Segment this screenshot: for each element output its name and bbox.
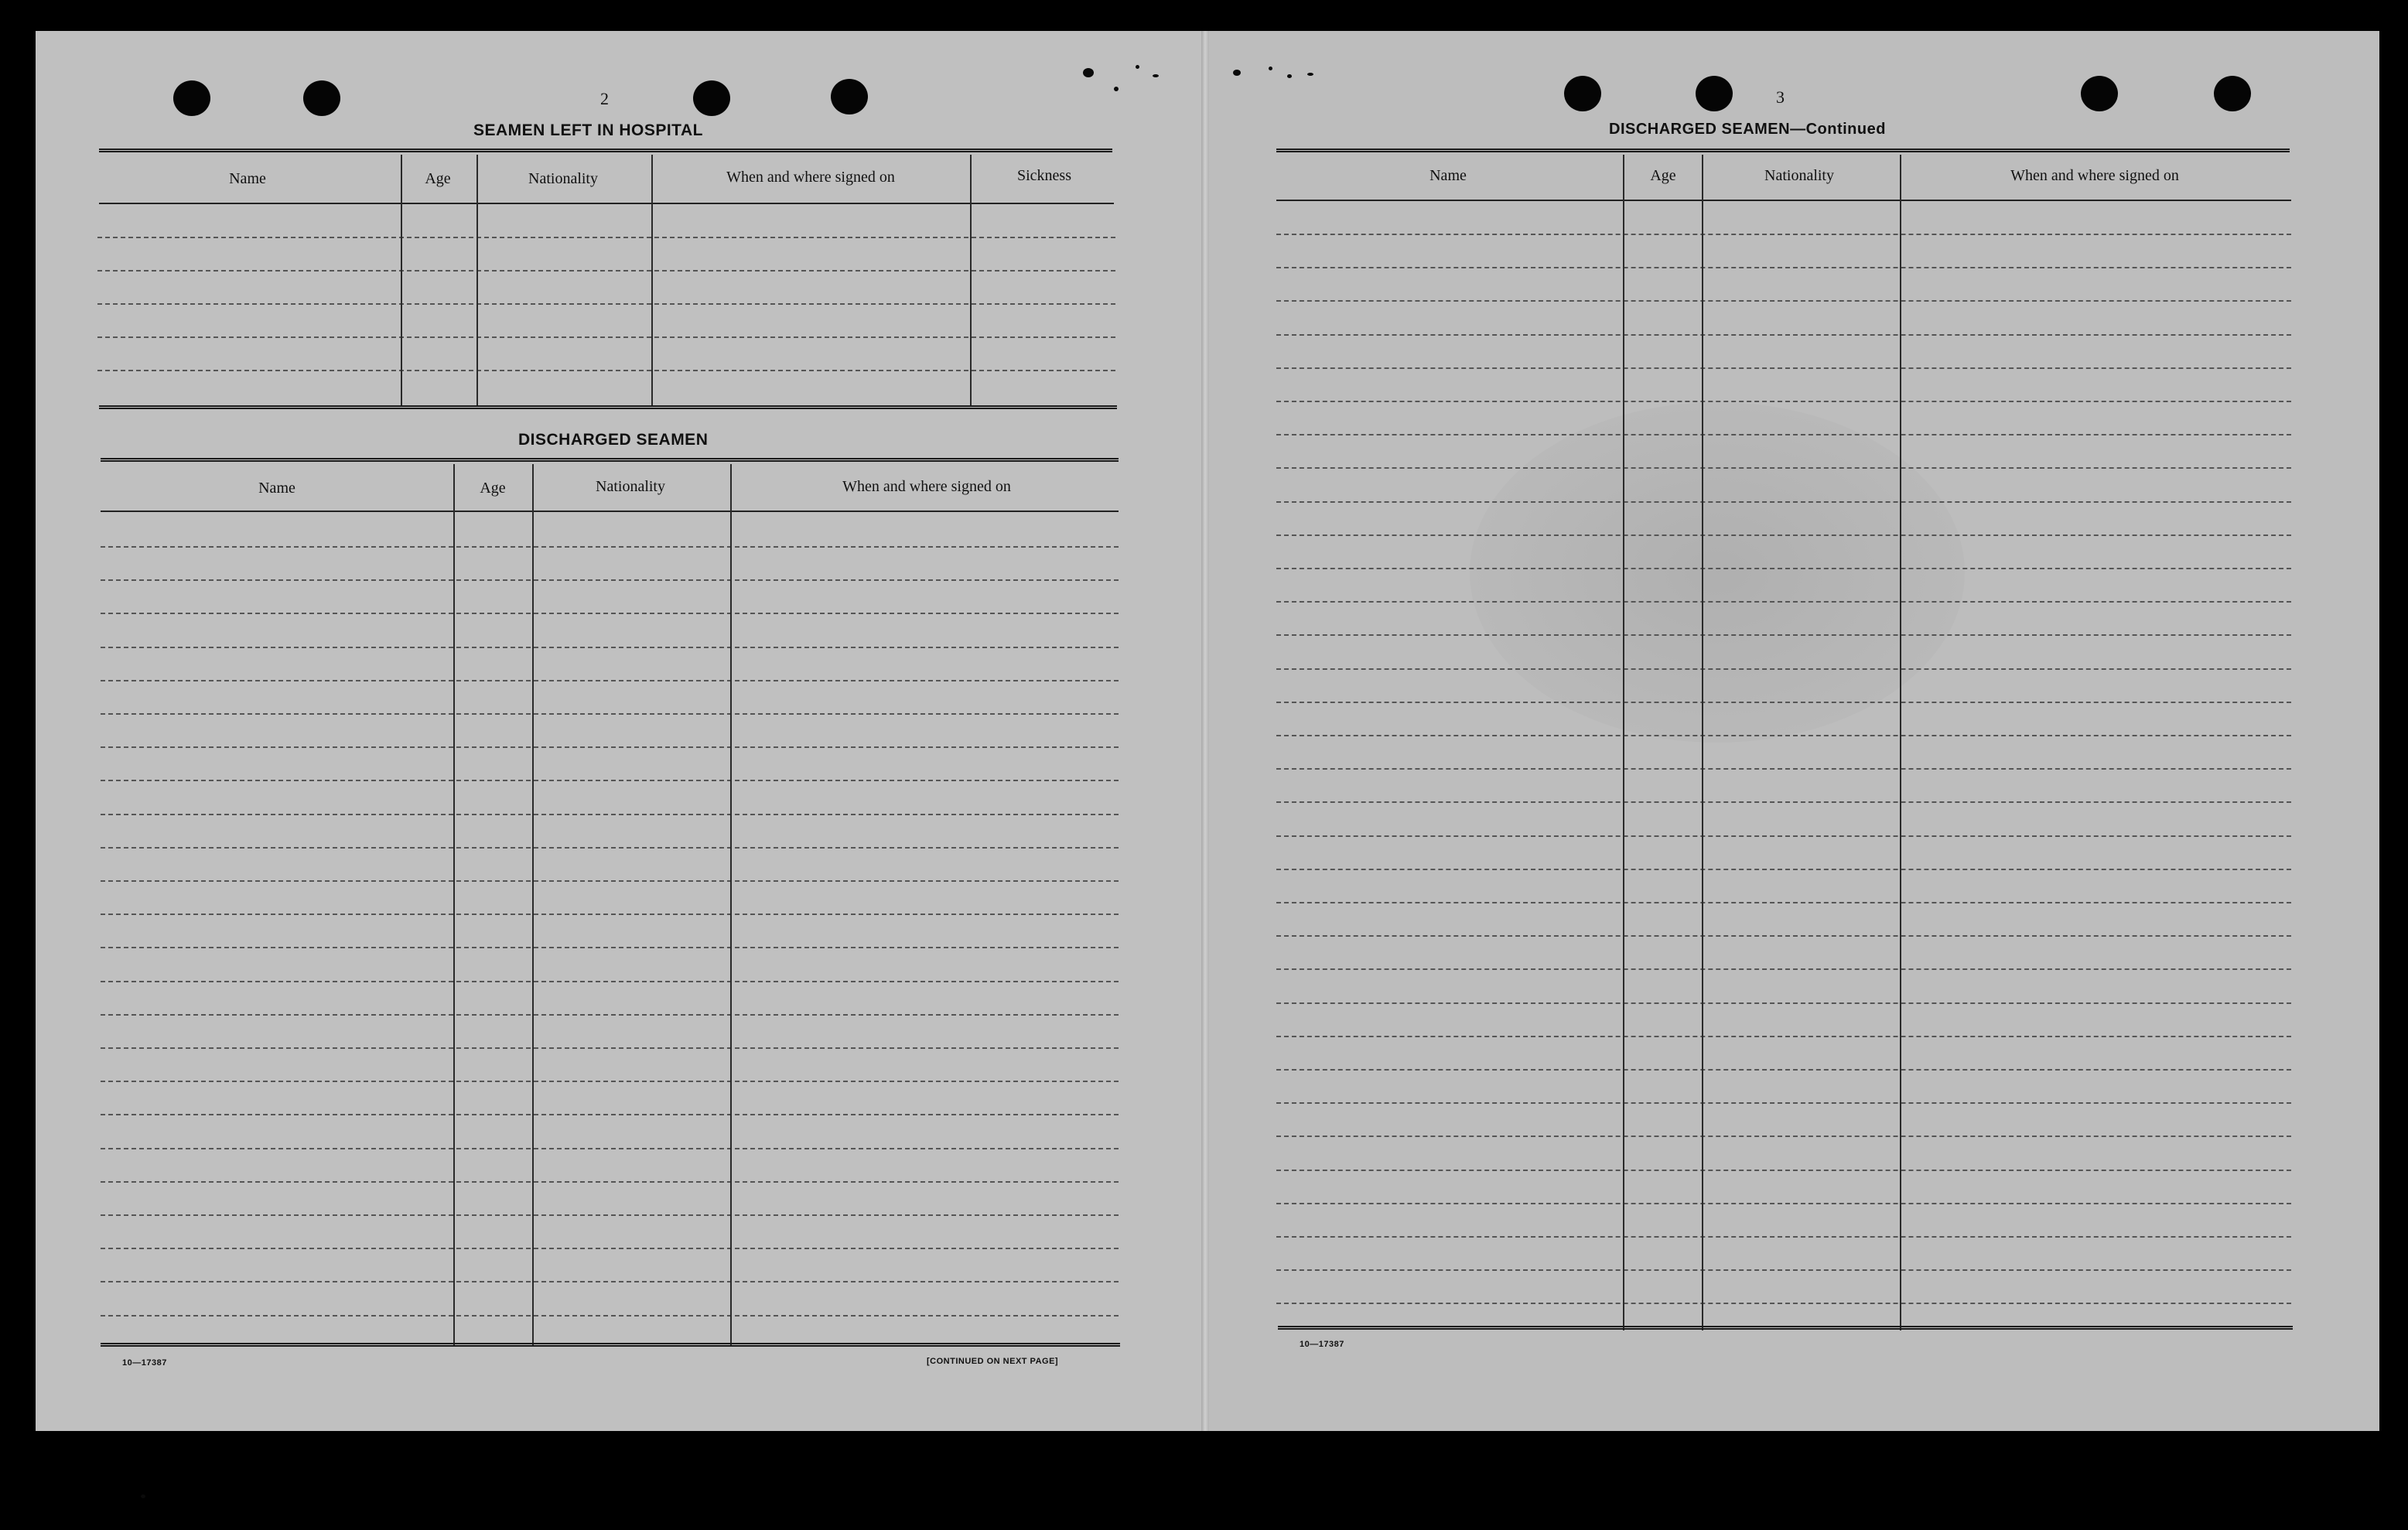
page-fold [1201,31,1209,1431]
col-head-age: Age [480,480,506,497]
table-row-line [1276,1170,2291,1171]
table-row-line [101,1047,1119,1049]
rule [1278,1326,2293,1330]
table-row-line [97,303,1115,305]
table-row-line [1276,968,2291,970]
table-row-line [1276,902,2291,903]
punch-hole [2214,76,2251,111]
left-page [36,31,1205,1431]
rule [101,458,1119,462]
punch-hole [173,80,210,116]
table-row-line [101,1315,1119,1317]
col-head-sickness: Sickness [1017,167,1071,184]
column-divider [453,464,455,1346]
table-row-line [101,1114,1119,1115]
table-row-line [1276,735,2291,736]
table-row-line [101,1081,1119,1082]
table-row-line [97,237,1115,238]
ink-speck [141,1494,145,1498]
table-row-line [101,780,1119,781]
table-row-line [1276,1269,2291,1271]
table-row-line [101,1281,1119,1282]
rule [1276,149,2290,152]
table-row-line [101,1148,1119,1149]
table-row-line [1276,668,2291,670]
table-row-line [101,981,1119,982]
table-row-line [1276,434,2291,435]
form-number: 10—17387 [1300,1340,1344,1349]
table-row-line [101,1248,1119,1249]
rule [1276,200,2291,201]
table-row-line [101,914,1119,915]
table-row-line [1276,935,2291,937]
column-divider [1702,155,1703,1330]
col-head-name: Name [1429,167,1467,184]
table-row-line [1276,234,2291,235]
table-row-line [101,947,1119,948]
continued-note: [CONTINUED ON NEXT PAGE] [927,1357,1059,1366]
table-row-line [1276,601,2291,603]
table-row-line [1276,702,2291,703]
col-head-nationality: Nationality [596,478,665,495]
table-row-line [101,579,1119,581]
ink-speck [1114,87,1119,91]
discharged-section-title: DISCHARGED SEAMEN [518,431,709,449]
col-head-age: Age [1650,167,1676,184]
punch-hole [693,80,730,116]
table-row-line [1276,1203,2291,1204]
table-row-line [1276,1002,2291,1004]
table-row-line [1276,1236,2291,1238]
table-row-line [101,647,1119,648]
page-number: 2 [600,89,609,108]
column-divider [651,155,653,407]
table-row-line [101,746,1119,748]
table-row-line [101,613,1119,614]
table-row-line [101,880,1119,882]
table-row-line [101,1214,1119,1216]
table-row-line [101,814,1119,815]
rule [99,203,1114,204]
column-divider [476,155,478,407]
bleed-through-stamp [1470,402,1965,743]
table-row-line [1276,334,2291,336]
punch-hole [2081,76,2118,111]
ink-speck [1083,68,1094,77]
ink-speck [1233,70,1241,76]
ink-speck [1269,67,1272,70]
table-row-line [97,336,1115,338]
table-row-line [1276,501,2291,503]
table-row-line [1276,367,2291,369]
table-row-line [1276,801,2291,803]
table-row-line [101,1181,1119,1183]
table-row-line [1276,568,2291,569]
hospital-section-title: SEAMEN LEFT IN HOSPITAL [473,121,703,139]
column-divider [532,464,534,1346]
column-divider [1623,155,1624,1330]
col-head-name: Name [229,170,266,187]
table-row-line [1276,1136,2291,1137]
column-divider [970,155,972,407]
column-divider [1900,155,1901,1330]
table-row-line [1276,534,2291,536]
ink-speck [1307,73,1313,76]
column-divider [401,155,402,407]
table-row-line [101,680,1119,681]
table-row-line [97,270,1115,272]
punch-hole [303,80,340,116]
table-row-line [1276,467,2291,469]
table-row-line [1276,1069,2291,1071]
punch-hole [1564,76,1601,111]
table-row-line [101,847,1119,849]
table-row-line [1276,869,2291,870]
table-row-line [1276,401,2291,402]
table-row-line [1276,1303,2291,1304]
discharged-continued-title: DISCHARGED SEAMEN—Continued [1609,121,1886,138]
table-row-line [1276,267,2291,268]
rule [99,149,1112,152]
form-number: 10—17387 [122,1358,167,1368]
ink-speck [1136,65,1139,69]
col-head-nationality: Nationality [528,170,598,187]
punch-hole [831,79,868,114]
column-divider [730,464,732,1346]
rule [101,511,1119,512]
table-row-line [97,370,1115,371]
table-row-line [1276,1036,2291,1037]
table-row-line [1276,1102,2291,1104]
table-row-line [101,1014,1119,1016]
col-head-nationality: Nationality [1764,167,1834,184]
col-head-signed-on: When and where signed on [2010,167,2179,184]
table-row-line [1276,300,2291,302]
col-head-signed-on: When and where signed on [842,478,1011,495]
ink-speck [1153,74,1159,77]
table-row-line [101,546,1119,548]
rule [101,1343,1120,1347]
col-head-age: Age [425,170,451,187]
punch-hole [1696,76,1733,111]
table-row-line [1276,835,2291,837]
col-head-name: Name [258,480,295,497]
ink-speck [1287,74,1292,78]
table-row-line [1276,634,2291,636]
col-head-signed-on: When and where signed on [726,169,895,186]
page-number: 3 [1776,87,1785,107]
table-row-line [1276,768,2291,770]
rule [99,405,1117,409]
table-row-line [101,713,1119,715]
